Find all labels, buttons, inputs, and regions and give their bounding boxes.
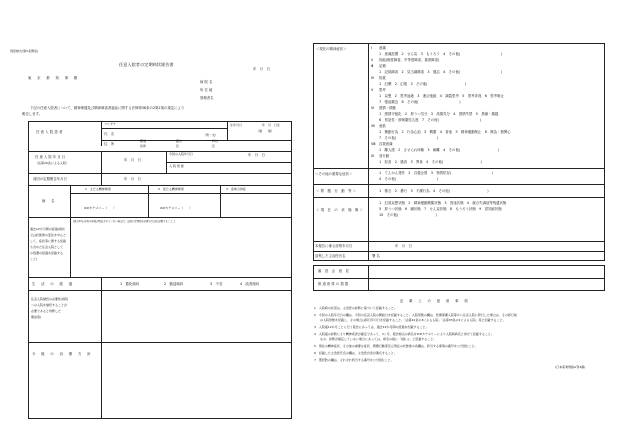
continuation-label-1: 任意入院継続の必要性(病院 [31,297,69,301]
address-part-3: 郡市 [176,139,183,143]
behavior-other[interactable]: 4 その他( ) [379,177,439,181]
item-5-line-2[interactable]: 7 強迫観念 8 その他( ) [379,100,461,104]
item-6-num: Ⅵ [371,106,375,110]
item-9-title: 食行動 [379,154,390,158]
item-6-line-2[interactable]: 6 易怒性・被刺激性亢進 7 その他( ) [379,118,481,122]
addressee: 東 京 都 知 事 殿 [28,76,79,80]
intro-line-1: 下記の任意入院者について、精神保健及び精神障害者福祉に関する法律第38条の2第2項の規定により [30,106,185,110]
continuation-label-4: 理由等) [31,315,42,319]
item-8-line-1[interactable]: 1 離人感 2 させられ体験 3 解離 4 その他( ) [379,148,499,152]
council-opinion-label: 審 査 会 意 見 [318,269,351,273]
course-option-4[interactable]: 4 改善傾向 [240,282,260,286]
course-option-1[interactable]: 1 悪化傾向 [120,282,140,286]
admission-label: 任 意 入 院 年 月 日 [35,155,66,159]
history-note: (過去12か月間の経過が明記されていない場合は、前回の定期報告以降の状況を記載すること。) [73,220,175,223]
item-5-line-1[interactable]: 1 妄想 2 思考途絶 3 連合弛緩 4 滅裂思考 5 思考奔逸 6 思考制止 [379,94,504,98]
icd-category-1: ICDカテゴリー（ ） [84,206,117,210]
sub-disorder: 2 従たる精神障害 [158,187,184,191]
history-label-1: 過去12か月間の経過(病状 [30,227,65,231]
item-2-num: Ⅱ [371,58,373,62]
note-7: 7 選択肢の欄は、それぞれ該当する番号を○で囲むこと。 [314,358,394,362]
age-value: （満 歳） [256,129,275,133]
address-part-6: 区 [212,144,216,148]
problem-options[interactable]: 1 暴言 2 暴行 3 不潔行為 4 その他( ) [379,189,489,193]
item-1-title: 意識 [379,46,386,50]
continuation-label-2: への入院を継続することが [31,303,68,307]
item-5-num: Ⅴ [371,88,374,92]
paper-size-footer: (日本産業規格A列3番) [555,365,586,369]
birth-value: 年 月 日生 [262,123,281,127]
continuation-label-3: 必要であると判断した [31,309,62,313]
item-2-title[interactable]: 知能(軽度障害、中等度障害、重度障害) [379,58,440,62]
address-part-5: 町村 [212,139,219,143]
hospital-manager-label: 管理者名 [200,96,214,100]
item-1-line-1[interactable]: 1 意識混濁 2 せん妄 3 もうろう 4 その他( ) [379,52,503,56]
physical-complication: 3 身体合併症 [226,187,246,191]
item-4-title: 知覚 [379,76,386,80]
history-label-2: 又は状態像の変化を中心と [30,233,67,237]
prefecture-measure-label: 都 道 府 県 の 措 置 [318,282,349,286]
psychiatric-header: ＜現在の精神症状＞ [316,47,347,51]
address-part-2: 府県 [140,144,147,148]
main-disorder: 1 主たる精神障害 [85,187,111,191]
hospital-name-label: 病 院 名 [200,80,213,84]
sex-label[interactable]: （男・女） [203,133,219,137]
form-title: 任意入院者の定期病状報告書 [119,62,174,67]
current-state-label: ＜現 在 の 状 態 像＞ [316,208,365,212]
course-option-3[interactable]: 3 不変 [210,282,223,286]
admission-form-label: 入 院 形 態 [169,164,184,168]
address-label: 住 所 [104,142,115,146]
item-6-line-1[interactable]: 1 感情平板化 2 抑うつ気分 3 高揚気分 4 感情失禁 5 焦燥・激越 [379,112,499,116]
attachment-label: 別記様式(第5条関係) [10,49,39,53]
course-label: 生 活 の 経 過 [32,282,74,286]
plan-label: 今 後 の 治 療 方 針 [32,352,92,356]
note-4-cont: なお、診断が確定していない場合にあっては、病名の後に「(疑い)」と記載すること。 [314,337,437,341]
item-3-title: 記憶 [379,64,386,68]
behavior-options[interactable]: 1 てんかん発作 2 自殺企図 3 物質依存( ) [379,171,494,175]
item-1-num: Ⅰ [371,46,372,50]
diagnosis-label: 病 名 [42,199,56,203]
note-6: 6 記載した主治医氏名の欄は、主治医自身が署名すること。 [314,351,397,355]
item-7-num: Ⅶ [371,124,375,128]
intro-line-2: 報告します。 [22,112,43,116]
report-date: 年 月 日 [253,67,270,71]
history-label-6: こと) [30,257,38,261]
note-5: 5 現在の精神症状、その他の重要な症状、問題行動等及び現在の状態像の各欄は、該当する事項の番号を○で囲むこと。 [314,344,478,348]
diagnosis-date-label: 本報告に係る診察年月日 [315,244,353,248]
history-label-4: も含めた任意入院として [30,245,64,249]
item-9-num: Ⅸ [371,154,375,158]
this-admission-date: 年 月 日 [248,153,265,157]
furigana-label: フリガナ [104,122,116,126]
prev-report-label: 前回の定期報告年月日 [33,177,67,181]
doctor-label: 診察した主治医氏名 [315,254,346,258]
history-label-3: して、症状等に関する記載 [30,239,66,243]
note-2: 2 今回の入院年月日の欄は、今回の任意入院の開始日を記載すること。入院形態の欄は、医療保護入院等から任意入院に移行した場合は、その移行前 [314,313,517,317]
hospital-address-label: 所 在 地 [200,88,213,92]
problem-label: ＜問 題 行 動 等＞ [316,189,358,193]
patient-section-label: 任意入院患者 [36,130,64,134]
doctor-signature[interactable]: 署 名 [372,254,380,258]
item-8-title: 自我意識 [379,142,393,146]
item-6-title: 感情・情動 [379,106,396,110]
item-7-title: 意欲 [379,124,386,128]
history-label-5: の処遇の経過を記載する [30,251,64,255]
admission-date: 年 月 日 [124,158,141,162]
address-part-4: 区 [176,144,180,148]
behavior-label: ＜その他の重要な症状＞ [315,172,353,176]
note-3: 3 入院後12か月ごとに行う報告にあっては、過去12か月間の経過を記載すること。 [314,325,429,329]
item-5-title: 思考 [379,88,386,92]
current-state-line-3[interactable]: 10 その他( ) [379,213,437,217]
item-4-num: Ⅳ [371,76,375,80]
item-4-line-1[interactable]: 1 幻聴 2 幻視 3 その他( ) [379,82,467,86]
item-7-line-2[interactable]: 7 その他( ) [379,136,439,140]
prev-report-date: 年 月 日 [124,177,141,181]
course-option-2[interactable]: 2 動揺傾向 [164,282,184,286]
note-2-cont: の入院形態を記載し、その場合は移行年月日を記載すること。「法第22条の3による入院」「法第33条の2による入院」等と記載すること。 [314,318,506,322]
item-7-line-1[interactable]: 1 衝動行為 2 行為心迫 3 興奮 4 昏迷 5 精神運動制止 6 無為・無関心 [379,130,511,134]
note-1: 1 入院時の状況は、主治医の診断に基づいて記載すること。 [314,306,397,310]
birth-label: 生年月日 [230,123,243,127]
item-3-line-1[interactable]: 1 記銘障害 2 見当識障害 3 健忘 4 その他( ) [379,70,503,74]
this-admission-label: 今回の入院年月日 [169,152,194,156]
item-9-line-1[interactable]: 1 拒食 2 過食 3 異食 4 その他( ) [379,160,482,164]
item-3-num: Ⅲ [371,64,374,68]
item-8-num: Ⅷ [371,142,376,146]
current-state-line-2[interactable]: 5 抑うつ状態 6 躁状態 7 せん妄状態 8 もうろう状態 9 認知症状態 [379,207,502,211]
icd-category-2: ICDカテゴリー（ ） [160,206,193,210]
name-label: 氏 名 [104,132,115,136]
admission-sub-label: （法第20条による入院） [35,161,69,165]
note-4: 4 入院後の診断により精神疾患が確定であって、3ヶ月、報告時点の病名をICDカテゴリーにより入院時病名と併せて記載すること。 [314,332,494,336]
address-part-1: 都道 [140,139,147,143]
current-state-line-1[interactable]: 1 幻覚妄想状態 2 精神運動興奮状態 3 昏迷状態 4 統合失調症等残遺状態 [379,201,507,205]
notes-title: 記 載 上 の 留 意 事 項 [400,299,469,303]
diagnosis-date: 年 月 日 [395,244,412,248]
